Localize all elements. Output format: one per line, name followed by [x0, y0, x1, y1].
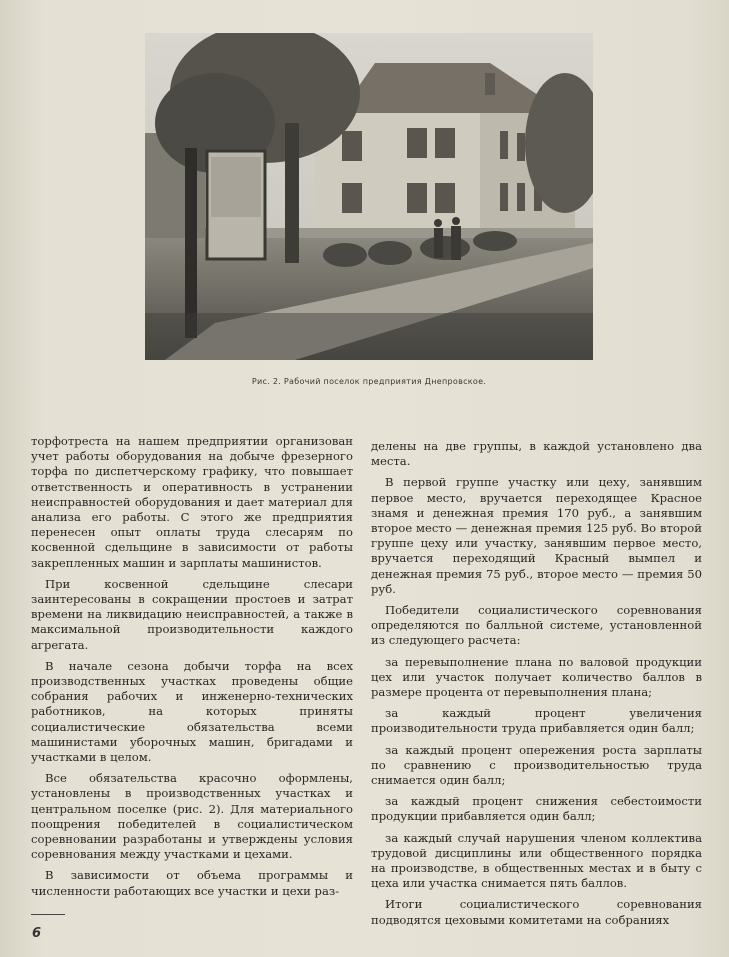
figure-caption: Рис. 2. Рабочий поселок предприятия Днепровское. [251, 377, 487, 386]
paragraph: торфотреста на нашем предприятии организован учет работы оборудования на добыче фрезерного торфа по диспетчерскому графику, что повышает ответственность и оперативность в устранении неисправностей оборудования и дает материал для анализа его работы. С этого же предприятия перенесен опыт оплаты труда слесарям по косвенной сдельщине в зависимости от работы закрепленных машин и зарплаты машинистов. [31, 434, 353, 570]
footer-rule [31, 914, 65, 915]
paragraph: Все обязательства красочно оформлены, установлены в производственных участках и центральном поселке (рис. 2). Для материального поощрения победителей в социалистическом соревновании разработаны и утверждены условия соревнования между участками и цехами. [31, 771, 353, 862]
paragraph: В первой группе участку или цеху, занявшим первое место, вручается переходящее Красное знамя и денежная премия 170 руб., а занявшим второе место — денежная премия 125 руб. Во второй группе цеху или участку, занявшим первое место, вручается переходящий Красный вымпел и денежная премия 75 руб., второе место — премия 50 руб. [371, 475, 702, 596]
paragraph: В начале сезона добычи торфа на всех производственных участках проведены общие собрания рабочих и инженерно-технических работников, на которых приняты социалистические обязательства всеми машинистами уборочных машин, бригадами и участками в целом. [31, 658, 353, 765]
paragraph: Итоги социалистического соревнования подводятся цеховыми комитетами на собраниях [371, 897, 702, 927]
figure-photo [145, 33, 593, 360]
paragraph: В зависимости от объема программы и численности работающих все участки и цехи раз- [31, 868, 353, 898]
right-text-column [371, 439, 702, 928]
list-item: за каждый процент снижения себестоимости продукции прибавляется один балл; [371, 794, 702, 824]
photo-illustration [145, 33, 593, 360]
list-item: за каждый процент увеличения производительности труда прибавляется один балл; [371, 706, 702, 736]
paragraph: Победители социалистического соревнования определяются по балльной системе, установленной из следующего расчета: [371, 603, 702, 648]
list-item: за каждый случай нарушения членом коллектива трудовой дисциплины или общественного порядка на производстве, в общественных местах и в быту с цеха или участка снимается пять баллов. [371, 830, 702, 891]
list-item: за перевыполнение плана по валовой продукции цех или участок получает количество баллов в размере процента от перевыполнения плана; [371, 654, 702, 700]
paragraph: делены на две группы, в каждой установлено два места. [371, 439, 702, 469]
paragraph: При косвенной сдельщине слесари заинтересованы в сокращении простоев и затрат времени на ликвидацию неисправностей, а также в максимальной производительности каждого агрегата. [31, 576, 353, 652]
left-text-column [31, 434, 353, 899]
list-item: за каждый процент опережения роста зарплаты по сравнению с производительностью труда снимается один балл; [371, 742, 702, 788]
page-number: 6 [32, 926, 42, 941]
